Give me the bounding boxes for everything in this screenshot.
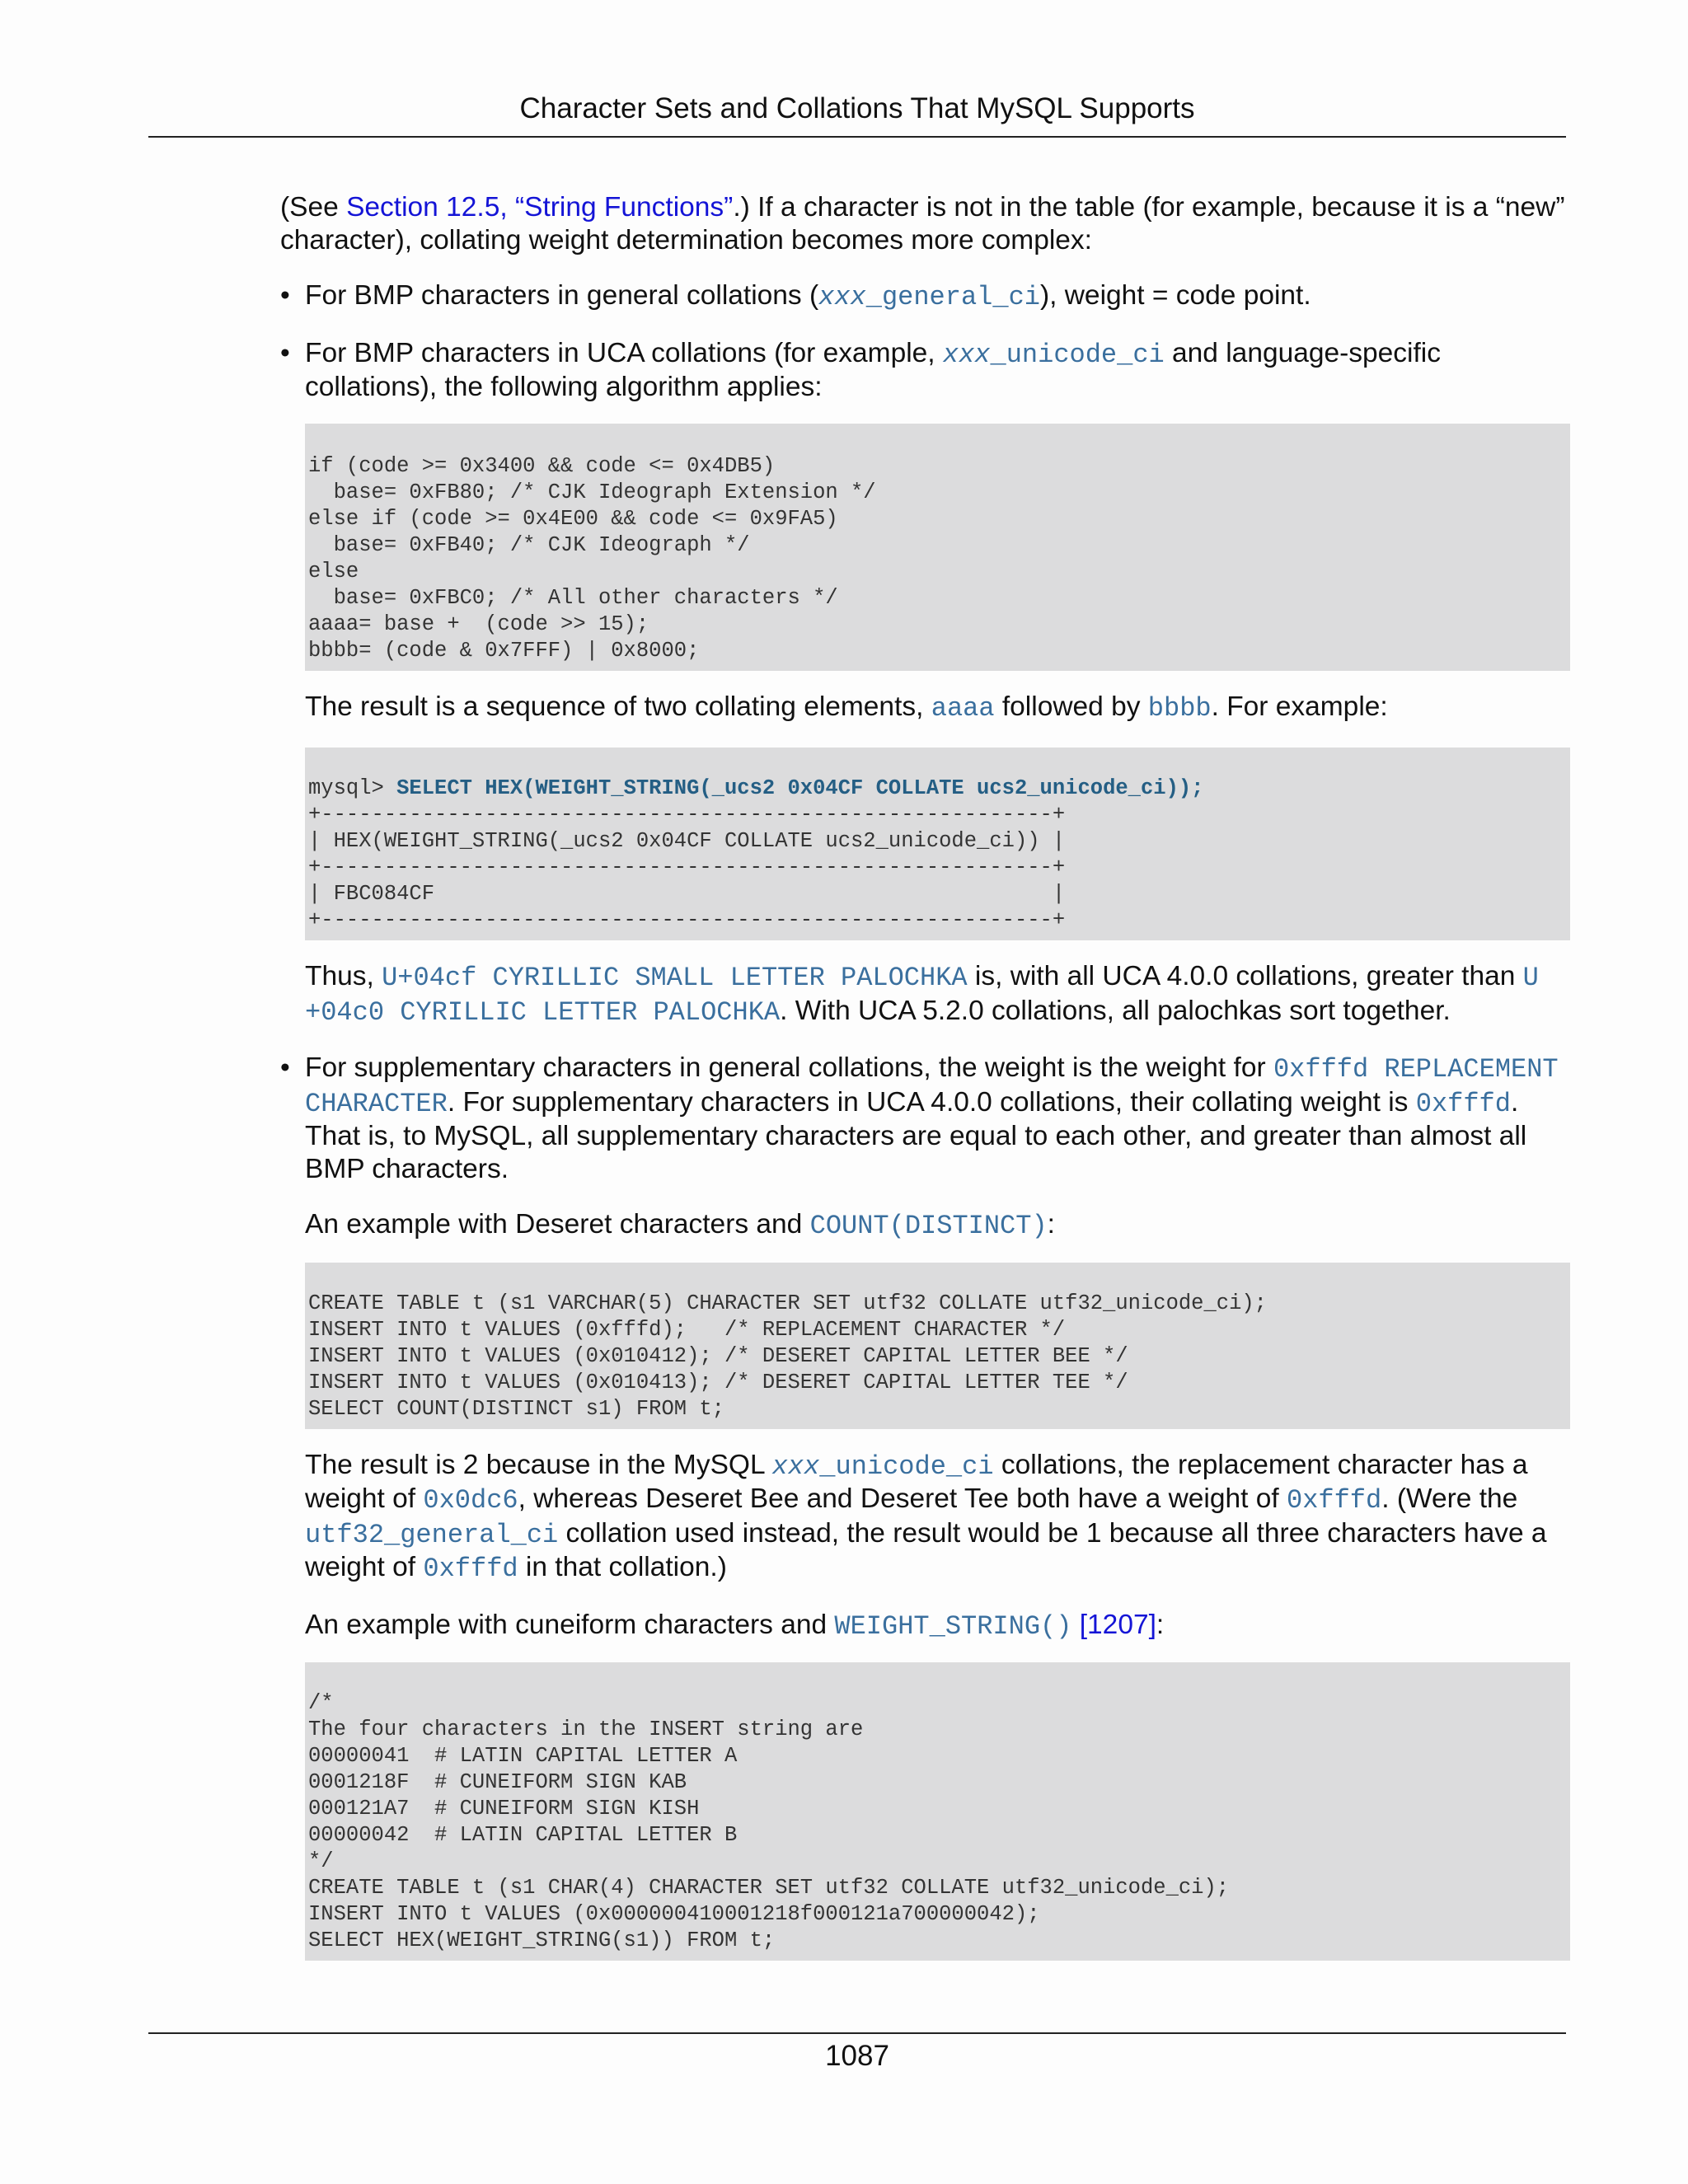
inline-code: COUNT(DISTINCT) [809, 1211, 1048, 1241]
inline-code: U +04c0 CYRILLIC LETTER PALOCHKA [305, 963, 1539, 1028]
inline-code: 0x0dc6 [423, 1485, 518, 1516]
code-block-weight-string-example [305, 748, 1570, 940]
list-item-general-collations: • For BMP characters in general collations (xxx_general_ci), weight = code point. [280, 280, 1311, 312]
inline-code: aaaa [931, 692, 995, 724]
inline-code: U+04cf CYRILLIC SMALL LETTER PALOCHKA [382, 963, 968, 993]
page-reference-link[interactable]: [1207] [1071, 1609, 1156, 1640]
list-item-uca-collations: • For BMP characters in UCA collations (for example, xxx_unicode_ci and language-specific collations), the following algorithm applies: [280, 337, 1441, 402]
string-functions-link[interactable]: Section 12.5, “String Functions” [346, 192, 734, 223]
running-header: Character Sets and Collations That MySQL Supports [519, 92, 1195, 124]
inline-code: utf32_general_ci [305, 1519, 559, 1550]
page-content [280, 191, 1570, 1980]
bullet-icon: • [280, 337, 290, 368]
intro-paragraph: (See Section 12.5, “String Functions”.) If a character is not in the table (for example, because it is a “new” character), collating weight determination becomes more complex: [280, 192, 1565, 255]
header-rule [148, 136, 1566, 138]
bullet-icon: • [280, 1052, 290, 1083]
inline-code: xxx_general_ci [818, 282, 1040, 312]
deseret-result-paragraph: The result is 2 because in the MySQL xxx_unicode_ci collations, the replacement character has a weight of 0x0dc6, whereas Deseret Bee and Deseret Tee both have a weight of 0xfffd. (Were the utf32_general_ci collation used instead, the result would be 1 because all three characters have a weight of 0xfffd in that collation.) [305, 1449, 1547, 1584]
page-number: 1087 [825, 2040, 889, 2072]
inline-code: bbbb [1147, 692, 1212, 724]
inline-code: 0xfffd [423, 1554, 518, 1584]
bullet-icon: • [280, 280, 290, 311]
list-item-supplementary: • For supplementary characters in general collations, the weight is the weight for 0xfffd REPLACEMENT CHARACTER. For supplementary characters in UCA 4.0.0 collations, their collating weight is 0xfffd. That is, to MySQL, all supplementary characters are equal to each other, and greater than almost all BMP characters. [280, 1052, 1559, 1184]
footer-rule [148, 2032, 1566, 2034]
inline-code: 0xfffd [1415, 1088, 1511, 1119]
palochka-paragraph: Thus, U+04cf CYRILLIC SMALL LETTER PALOCHKA is, with all UCA 4.0.0 collations, greater than U +04c0 CYRILLIC LETTER PALOCHKA. With UCA 5.2.0 collations, all palochkas sort together. [305, 961, 1539, 1028]
deseret-intro: An example with Deseret characters and COUNT(DISTINCT): [305, 1209, 1055, 1241]
inline-code: 0xfffd REPLACEMENT CHARACTER [305, 1054, 1559, 1119]
cuneiform-intro: An example with cuneiform characters and WEIGHT_STRING() [1207]: [305, 1609, 1165, 1642]
inline-code: WEIGHT_STRING() [834, 1610, 1072, 1642]
mysql-prompt: mysql> [308, 776, 397, 800]
inline-code: xxx_unicode_ci [771, 1451, 994, 1482]
inline-code: xxx_unicode_ci [942, 339, 1165, 370]
inline-code: 0xfffd [1286, 1485, 1382, 1516]
code-block-cuneiform: /* The four characters in the INSERT string are 00000041 # LATIN CAPITAL LETTER A 0001218F # CUNEIFORM SIGN KAB 000121A7 # CUNEIFORM SIGN KISH 00000042 # LATIN CAPITAL LETTER B */ CREATE TABLE t (s1 CHAR(4) CHARACTER SET utf32 COLLATE utf32_unicode_ci); INSERT INTO t VALUES (0x000000410001218f000121a700000042); SELECT HEX(WEIGHT_STRING(s1)) FROM t; [305, 1662, 1570, 1961]
code-block-algorithm: if (code >= 0x3400 && code <= 0x4DB5) base= 0xFB80; /* CJK Ideograph Extension */ else if (code >= 0x4E00 && code <= 0x9FA5) base= 0xFB40; /* CJK Ideograph */ else base= 0xFBC0; /* All other characters */ aaaa= base + (code >> 15); bbbb= (code & 0x7FFF) | 0x8000; [305, 424, 1570, 671]
sql-command: SELECT HEX(WEIGHT_STRING(_ucs2 0x04CF COLLATE ucs2_unicode_ci)); [396, 776, 1204, 800]
result-paragraph: The result is a sequence of two collating elements, aaaa followed by bbbb. For example: [305, 691, 1388, 724]
code-block-deseret: CREATE TABLE t (s1 VARCHAR(5) CHARACTER SET utf32 COLLATE utf32_unicode_ci); INSERT INTO t VALUES (0xfffd); /* REPLACEMENT CHARACTER */ INSERT INTO t VALUES (0x010412); /* DESERET CAPITAL LETTER BEE */ INSERT INTO t VALUES (0x010413); /* DESERET CAPITAL LETTER TEE */ SELECT COUNT(DISTINCT s1) FROM t; [305, 1263, 1570, 1429]
query-output: +----------------------------------------------------------+ | HEX(WEIGHT_STRING(_ucs2 0x04CF COLLATE ucs2_unicode_ci)) | +----------------------------------------------------------+ | FBC084CF | +----------------------------------------------------------+ [308, 803, 1066, 932]
